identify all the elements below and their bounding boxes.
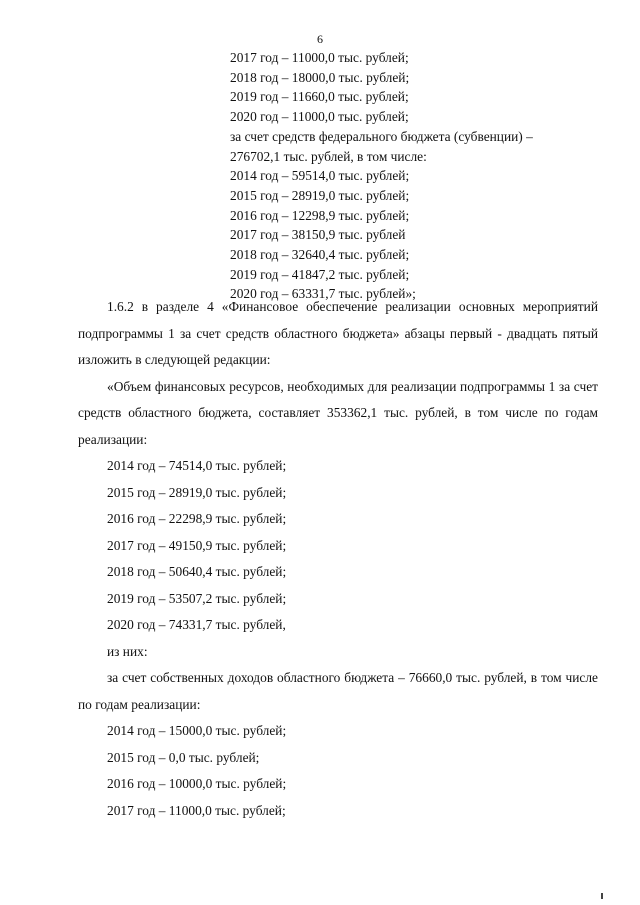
list-item: 2017 год – 38150,9 тыс. рублей xyxy=(230,227,406,243)
list-item: 2016 год – 12298,9 тыс. рублей; xyxy=(230,207,410,223)
list-item: 2017 год – 11000,0 тыс. рублей; xyxy=(230,50,409,65)
list-item: 2014 год – 59514,0 тыс. рублей; xyxy=(230,168,410,184)
funding-volume-paragraph: «Объем финансовых ресурсов, необходимых для реализации подпрограммы 1 за счет средств областного бюджета, составляет 353362,1 тыс. рублей, в том числе по годам реализации: xyxy=(78,378,598,447)
years-own-list xyxy=(78,718,598,824)
list-item: 2015 год – 0,0 тыс. рублей; xyxy=(107,749,260,765)
list-item: 2014 год – 15000,0 тыс. рублей; xyxy=(107,723,287,738)
amendment-paragraph: 1.6.2 в разделе 4 «Финансовое обеспечение реализации основных мероприятий подпрограммы 1 за счет средств областного бюджета» абзацы первый - двадцать пятый изложить в следующей редакции: xyxy=(78,299,598,367)
list-item: 2017 год – 49150,9 тыс. рублей; xyxy=(107,537,287,553)
document-body xyxy=(78,294,598,824)
list-item: 2016 год – 22298,9 тыс. рублей; xyxy=(107,511,287,526)
list-item: 2015 год – 28919,0 тыс. рублей; xyxy=(107,484,287,500)
years-total-list xyxy=(78,453,598,639)
list-item: 276702,1 тыс. рублей, в том числе: xyxy=(230,148,427,164)
list-item: 2018 год – 50640,4 тыс. рублей; xyxy=(107,564,287,579)
funding-list-continued xyxy=(230,48,600,304)
list-item: 2016 год – 10000,0 тыс. рублей; xyxy=(107,776,287,791)
list-item: 2019 год – 11660,0 тыс. рублей; xyxy=(230,89,409,105)
own-revenue-paragraph: за счет собственных доходов областного бюджета – 76660,0 тыс. рублей, в том числе по годам реализации: xyxy=(78,670,598,712)
list-item: 2018 год – 32640,4 тыс. рублей; xyxy=(230,247,410,263)
list-item: 2019 год – 53507,2 тыс. рублей; xyxy=(107,590,287,606)
list-item: 2014 год – 74514,0 тыс. рублей; xyxy=(107,458,287,473)
list-item: 2019 год – 41847,2 тыс. рублей; xyxy=(230,266,410,282)
page-number: 6 xyxy=(317,32,323,46)
list-item: за счет средств федерального бюджета (субвенции) – xyxy=(230,128,533,144)
list-item: 2017 год – 11000,0 тыс. рублей; xyxy=(107,802,286,818)
list-item: 2020 год – 74331,7 тыс. рублей, xyxy=(107,617,286,632)
list-item: 2015 год – 28919,0 тыс. рублей; xyxy=(230,187,410,203)
list-item: 2018 год – 18000,0 тыс. рублей; xyxy=(230,69,410,85)
list-item: 2020 год – 63331,7 тыс. рублей»; xyxy=(230,286,416,302)
list-item: 2020 год – 11000,0 тыс. рублей; xyxy=(230,109,409,125)
scan-mark xyxy=(601,893,603,899)
of-them-label: из них: xyxy=(107,643,148,659)
